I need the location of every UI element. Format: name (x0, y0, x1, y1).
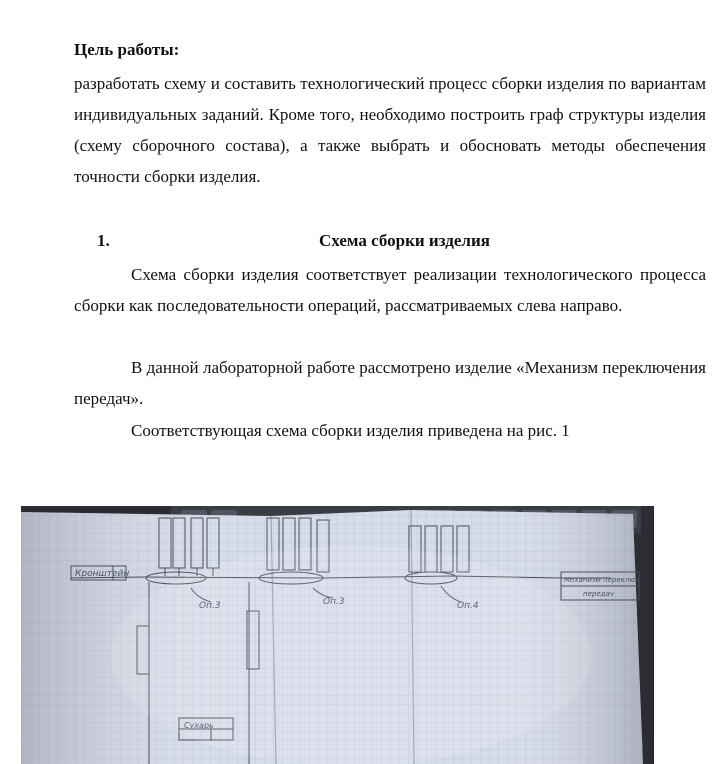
photo-illustration (21, 506, 654, 764)
paragraph-1: Схема сборки изделия соответствует реализации технологического процесса сборки как последовательности операций, рассматриваемых слева направо. (74, 265, 706, 315)
section-title: Схема сборки изделия (319, 231, 490, 250)
svg-text:Механизм переключ.: Механизм переключ. (564, 576, 642, 584)
svg-text:передач: передач (583, 590, 614, 598)
paragraph-2: В данной лабораторной работе рассмотрено изделие «Механизм переключения передач». (74, 358, 706, 408)
svg-text:Оп.4: Оп.4 (457, 601, 479, 611)
svg-text:Сухарь: Сухарь (184, 721, 214, 730)
svg-text:Кронштейн: Кронштейн (75, 569, 130, 579)
section-number: 1. (97, 231, 110, 250)
goal-heading: Цель работы: (74, 40, 180, 59)
paragraph-3: Соответствующая схема сборки изделия приведена на рис. 1 (131, 421, 570, 440)
svg-text:Оп.3: Оп.3 (323, 597, 345, 607)
assembly-scheme-photo (21, 506, 654, 764)
svg-text:Оп.3: Оп.3 (199, 601, 221, 611)
goal-text: разработать схему и составить технологический процесс сборки изделия по вариантам индивидуальных заданий. Кроме того, необходимо построить граф структуры изделия (схему сборочного состава), а также выбрать и обосновать методы обеспечения точности сборки изделия. (74, 74, 706, 186)
